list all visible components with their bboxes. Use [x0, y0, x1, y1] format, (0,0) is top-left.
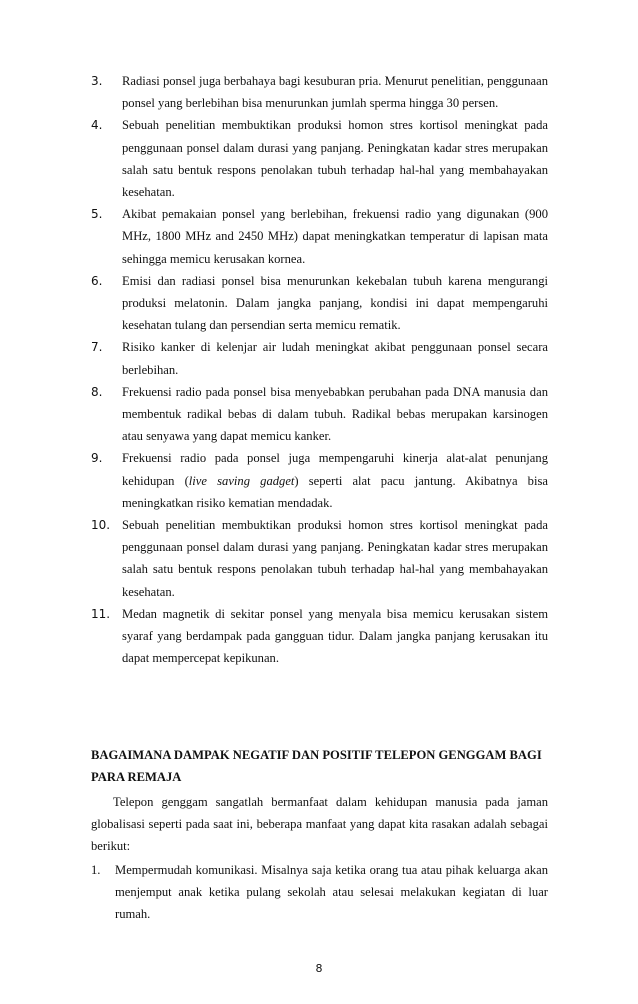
benefits-list	[91, 859, 548, 926]
list-item-number: 11.	[91, 606, 111, 621]
list-item-number: 9.	[91, 451, 103, 466]
list-item	[91, 70, 548, 114]
list-item-number: 7.	[91, 340, 103, 355]
list-item-text-italic: live saving gadget	[188, 473, 295, 488]
section-paragraph: Telepon genggam sangatlah bermanfaat dalam kehidupan manusia pada jaman globalisasi seperti pada saat ini, beberapa manfaat yang dapat kita rasakan adalah sebagai berikut:	[91, 795, 548, 854]
list-item-text: Sebuah penelitian membuktikan produksi homon stres kortisol meningkat pada penggunaan ponsel dalam durasi yang panjang. Peningkatan kadar stres merupakan salah satu bentuk respons penolakan tubuh terhadap hal-hal yang membahayakan kesehatan.	[122, 118, 548, 200]
page-number: 8	[315, 962, 323, 975]
list-item	[91, 859, 548, 926]
list-item-text: Mempermudah komunikasi. Misalnya saja ketika orang tua atau pihak keluarga akan menjemput anak ketika pulang sekolah atau selesai melakukan kegiatan di luar rumah.	[115, 863, 548, 922]
list-item-text: Risiko kanker di kelenjar air ludah meningkat akibat penggunaan ponsel secara berlebihan.	[122, 340, 548, 377]
list-item-number: 6.	[91, 273, 103, 288]
list-item	[91, 447, 548, 514]
list-item	[91, 603, 548, 670]
list-item-text: Medan magnetik di sekitar ponsel yang menyala bisa memicu kerusakan sistem syaraf yang berdampak pada gangguan tidur. Dalam jangka panjang kerusakan itu dapat mempercepat kepikunan.	[122, 606, 548, 666]
list-item	[91, 270, 548, 337]
list-item	[91, 114, 548, 203]
list-item-number: 1.	[91, 863, 101, 877]
list-item-text: Akibat pemakaian ponsel yang berlebihan, frekuensi radio yang digunakan (900 MHz, 1800 MHz and 2450 MHz) dapat meningkatkan temperatur di lapisan mata sehingga memicu kerusakan kornea.	[122, 207, 548, 266]
list-item-number: 3.	[91, 74, 103, 88]
list-item-text: Emisi dan radiasi ponsel bisa menurunkan kekebalan tubuh karena mengurangi produksi melatonin. Dalam jangka panjang, kondisi ini dapat mempengaruhi kesehatan tulang dan persendian serta memicu rematik.	[122, 273, 548, 333]
list-item-number: 5.	[91, 207, 103, 222]
list-item-number: 4.	[91, 118, 103, 133]
list-item-text: Sebuah penelitian membuktikan produksi homon stres kortisol meningkat pada penggunaan ponsel dalam durasi yang panjang. Peningkatan kadar stres merupakan salah satu bentuk respons penolakan tubuh terhadap hal-hal yang membahayakan kesehatan.	[122, 518, 548, 599]
list-item-text	[122, 447, 548, 514]
list-item-number: 8.	[91, 384, 103, 399]
list-item-number: 10.	[91, 518, 111, 533]
list-item	[91, 514, 548, 603]
list-item	[91, 381, 548, 448]
list-item-text-before: Frekuensi radio pada ponsel juga mempengaruhi kinerja alat-alat penunjang kehidupan (	[122, 451, 548, 488]
list-item	[91, 203, 548, 270]
list-item-text: Radiasi ponsel juga berbahaya bagi kesuburan pria. Menurut penelitian, penggunaan ponsel yang berlebihan bisa menurunkan jumlah sperma hingga 30 persen.	[122, 74, 548, 111]
section-heading: BAGAIMANA DAMPAK NEGATIF DAN POSITIF TELEPON GENGGAM BAGI PARA REMAJA	[91, 748, 542, 785]
effects-list	[91, 70, 548, 669]
list-item-text: Frekuensi radio pada ponsel bisa menyebabkan perubahan pada DNA manusia dan membentuk radikal bebas di dalam tubuh. Radikal bebas merupakan karsinogen atau senyawa yang dapat memicu kanker.	[122, 384, 548, 444]
list-item-text-after: ) seperti alat pacu jantung. Akibatnya bisa meningkatkan risiko kematian mendadak.	[122, 473, 548, 510]
list-item	[91, 336, 548, 380]
